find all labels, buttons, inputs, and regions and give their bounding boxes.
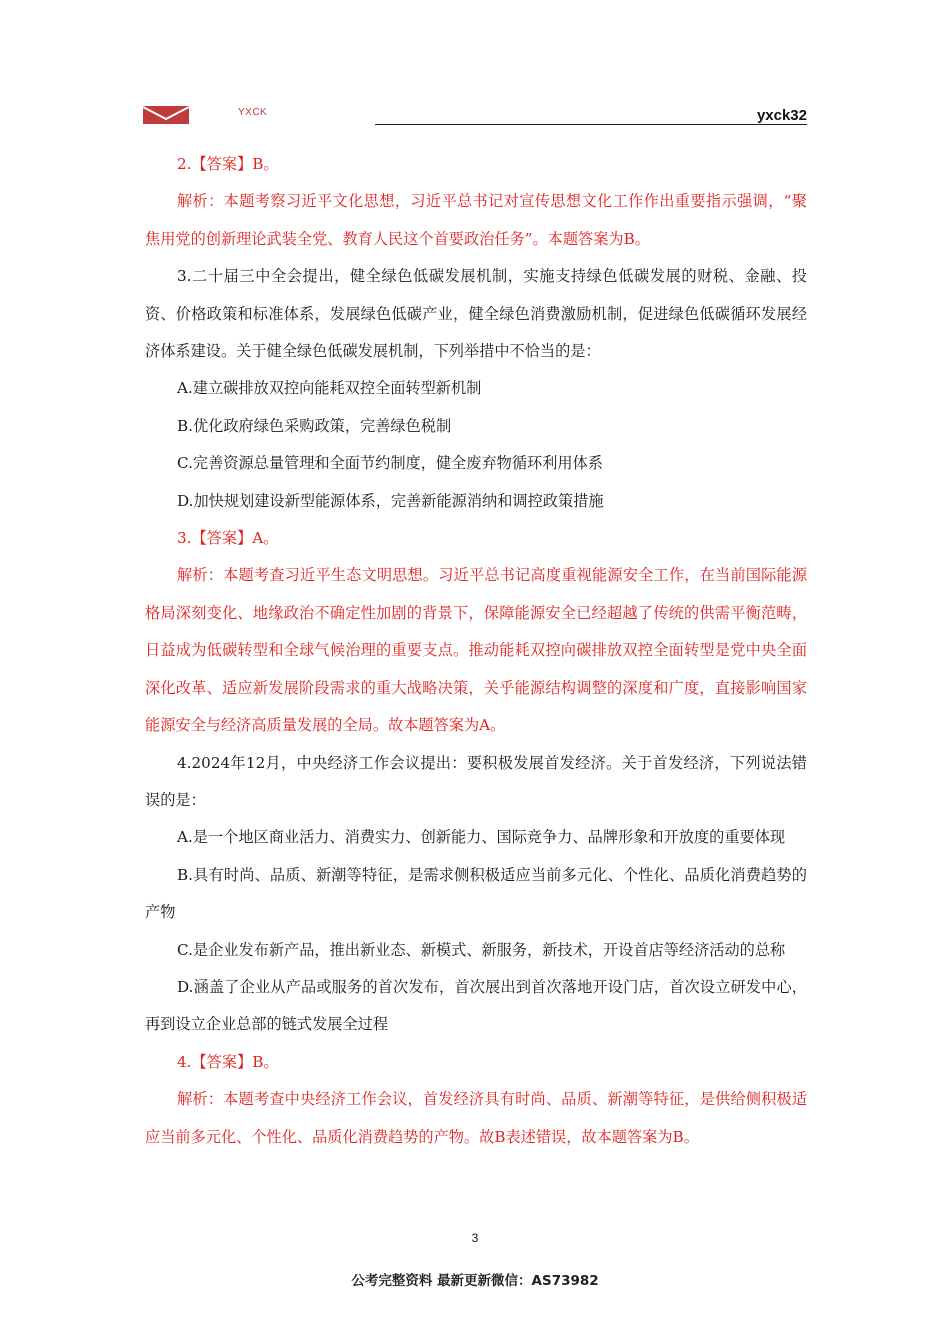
question-4: 4.2024年12月，中央经济工作会议提出：要积极发展首发经济。关于首发经济，下列说法错误的是：	[145, 753, 807, 809]
header-code: yxck32	[756, 107, 807, 124]
question-4-option-a: A.是一个地区商业活力、消费实力、创新能力、国际竞争力、品牌形象和开放度的重要体现	[177, 828, 786, 847]
analysis-2: 解析：本题考察习近平文化思想，习近平总书记对宣传思想文化工作作出重要指示强调，“聚焦用党的创新理论武装全党、教育人民这个首要政治任务”。本题答案为B。	[145, 192, 807, 248]
question-3-option-d: D.加快规划建设新型能源体系，完善新能源消纳和调控政策措施	[177, 491, 604, 510]
question-3-option-b: B.优化政府绿色采购政策，完善绿色税制	[177, 416, 452, 435]
page-number: 3	[471, 1231, 479, 1245]
question-4-option-d: D.涵盖了企业从产品或服务的首次发布，首次展出到首次落地开设门店，首次设立研发中心，再到设立企业总部的链式发展全过程	[145, 977, 807, 1034]
page-header	[0, 0, 950, 130]
question-3-option-c: C.完善资源总量管理和全面节约制度，健全废弃物循环利用体系	[177, 454, 603, 473]
answer-2: 2.【答案】B。	[177, 155, 279, 173]
analysis-4: 解析：本题考查中央经济工作会议，首发经济具有时尚、品质、新潮等特征，是供给侧积极适应当前多元化、个性化、品质化消费趋势的产物。故B表述错误，故本题答案为B。	[145, 1090, 807, 1146]
question-4-option-c: C.是企业发布新产品，推出新业态、新模式、新服务，新技术，开设首店等经济活动的总称	[177, 940, 786, 959]
question-3-option-a: A.建立碳排放双控向能耗双控全面转型新机制	[177, 379, 482, 398]
footer-note: 公考完整资料 最新更新微信：AS73982	[351, 1273, 599, 1289]
answer-4: 4.【答案】B。	[177, 1052, 279, 1071]
analysis-3: 解析：本题考查习近平生态文明思想。习近平总书记高度重视能源安全工作，在当前国际能源格局深刻变化、地缘政治不确定性加剧的背景下，保障能源安全已经超越了传统的供需平衡范畴，日益成为低碳转型和全球气候治理的重要支点。推动能耗双控向碳排放双控全面转型是党中央全面深化改革、适应新发展阶段需求的重大战略决策，关乎能源结构调整的深度和广度，直接影响国家能源安全与经济高质量发展的全局。故本题答案为A。	[145, 566, 807, 735]
document-body	[145, 146, 807, 1156]
header-rule	[375, 124, 807, 125]
answer-3: 3.【答案】A。	[177, 529, 279, 548]
question-4-option-b: B.具有时尚、品质、新潮等特征，是需求侧积极适应当前多元化、个性化、品质化消费趋势的产物	[145, 865, 807, 922]
logo-envelope-icon	[143, 106, 189, 124]
logo-text: YXCK	[238, 107, 268, 118]
question-3: 3.二十届三中全会提出，健全绿色低碳发展机制，实施支持绿色低碳发展的财税、金融、投资、价格政策和标准体系，发展绿色低碳产业，健全绿色消费激励机制，促进绿色低碳循环发展经济体系建设。关于健全绿色低碳发展机制，下列举措中不恰当的是：	[145, 267, 807, 361]
